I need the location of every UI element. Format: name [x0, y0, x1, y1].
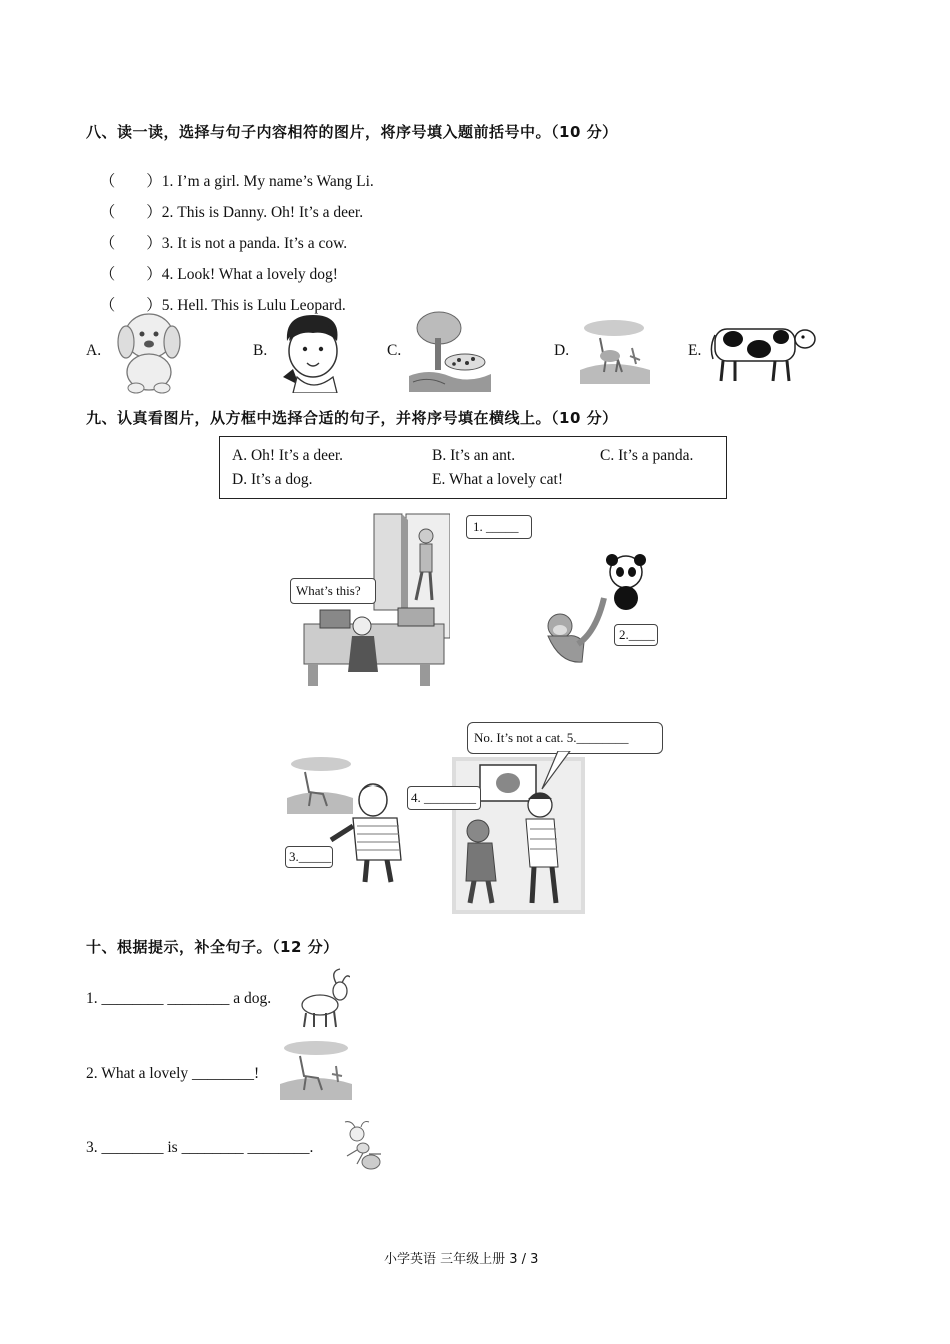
answer-bracket[interactable]: （ ）: [99, 204, 162, 221]
option-label-c: C.: [387, 342, 402, 359]
monkey-panda-image: [538, 552, 658, 664]
choice-c: C. It’s a panda.: [600, 447, 694, 464]
question-text: 5. Hell. This is Lulu Leopard.: [161, 297, 346, 314]
answer-blank-2: 2.____: [619, 627, 655, 642]
choice-a: A. Oh! It’s a deer.: [232, 447, 344, 464]
deer-small-image: [280, 1040, 352, 1100]
answer-bracket[interactable]: （ ）: [99, 297, 162, 314]
page-footer: 小学英语 三年级上册 3 / 3: [384, 1252, 539, 1267]
fill-sentence-1[interactable]: 1. ________ ________ a dog.: [86, 990, 272, 1007]
answer-bracket[interactable]: （ ）: [99, 235, 162, 252]
girl-image: [277, 311, 347, 393]
question-text: 4. Look! What a lovely dog!: [161, 266, 338, 283]
choice-d: D. It’s a dog.: [232, 471, 313, 488]
option-label-a: A.: [86, 342, 102, 359]
answer-blank-1: 1. _____: [473, 519, 519, 534]
bubble-tail-icon: [540, 751, 580, 791]
leopard-image: [409, 310, 491, 392]
question-text: 1. I’m a girl. My name’s Wang Li.: [161, 173, 374, 190]
question-text: 3. It is not a panda. It’s a cow.: [161, 235, 348, 252]
fill-sentence-3[interactable]: 3. ________ is ________ ________.: [86, 1139, 314, 1156]
answer-blank-4: 4. ________: [411, 790, 476, 805]
cow-image: [709, 319, 821, 385]
deer-image: [580, 318, 650, 384]
answer-bubble-5[interactable]: [467, 722, 663, 754]
ant-image: [341, 1120, 387, 1172]
answer-bubble-4[interactable]: [407, 786, 481, 810]
choice-b: B. It’s an ant.: [432, 447, 516, 464]
answer-bubble-1[interactable]: [466, 515, 532, 539]
goat-image: [296, 967, 350, 1029]
question-text: 2. This is Danny. Oh! It’s a deer.: [161, 204, 364, 221]
puppy-image: [112, 306, 187, 394]
option-label-d: D.: [554, 342, 570, 359]
answer-bracket[interactable]: （ ）: [99, 266, 162, 283]
answer-bubble-2[interactable]: [614, 624, 658, 646]
answer-blank-3: 3._____: [289, 849, 332, 864]
answer-bracket[interactable]: （ ）: [99, 173, 162, 190]
section-10-title: 十、根据提示，补全句子。（12 分）: [86, 938, 339, 956]
option-label-b: B.: [253, 342, 268, 359]
answer-blank-5: No. It’s not a cat. 5.________: [474, 730, 629, 745]
section-9-title: 九、认真看图片，从方框中选择合适的句子，并将序号填在横线上。（10 分）: [86, 409, 618, 427]
answer-bubble-3[interactable]: [285, 846, 333, 868]
whats-this-text: What’s this?: [296, 583, 361, 598]
choice-box: [219, 436, 727, 499]
fill-sentence-2[interactable]: 2. What a lovely ________!: [86, 1065, 260, 1082]
speech-bubble: [290, 578, 376, 604]
choice-e: E. What a lovely cat!: [432, 471, 563, 488]
option-label-e: E.: [688, 342, 702, 359]
section-8-title: 八、读一读，选择与句子内容相符的图片，将序号填入题前括号中。（10 分）: [86, 123, 618, 141]
